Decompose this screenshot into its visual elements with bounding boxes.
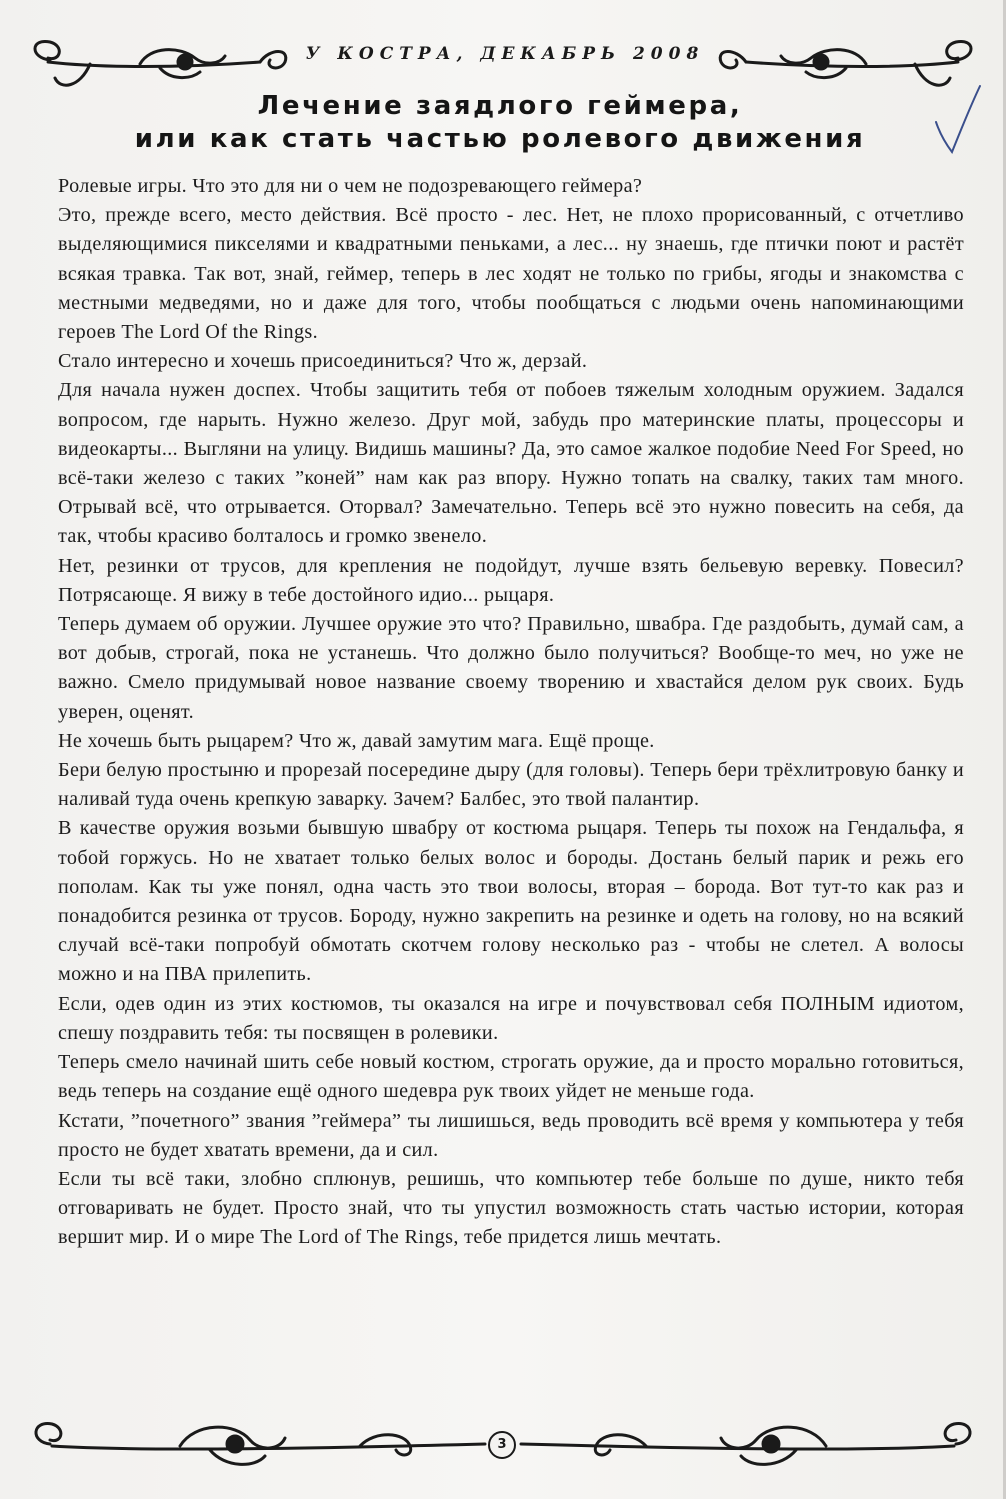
paragraph: Теперь думаем об оружии. Лучшее оружие это что? Правильно, швабра. Где раздобыть, думай сам, а вот добыв, строгай, пока не устанешь. Что должно было получиться? Вообще-то меч, но уже не важно. Смело придумывай новое название своему творению и хвастайся делом рук своих. Будь уверен, оценят. xyxy=(58,613,964,723)
paragraph: Ролевые игры. Что это для ни о чем не подозревающего геймера? xyxy=(58,175,643,197)
article-body xyxy=(58,172,964,1253)
paragraph: Теперь смело начинай шить себе новый костюм, строгать оружие, да и просто морально готовиться, ведь теперь на создание ещё одного шедевра рук твоих уйдет не меньше года. xyxy=(58,1051,964,1103)
paragraph: Если, одев один из этих костюмов, ты оказался на игре и почувствовал себя ПОЛНЫМ идиотом, спешу поздравить тебя: ты посвящен в ролевики. xyxy=(58,992,964,1044)
paragraph: Кстати, ”почетного” звания ”геймера” ты лишишься, ведь проводить всё время у компьютера у тебя просто не будет хватать времени, да и сил. xyxy=(58,1109,964,1161)
paragraph: Если ты всё таки, злобно сплюнув, решишь, что компьютер тебе больше по душе, никто тебя отговаривать не будет. Просто знай, что ты упустил возможность стать частью истории, которая вершит мир. И о мире The Lord of The Rings, тебе придется лишь мечтать. xyxy=(58,1167,964,1249)
running-header: У КОСТРА, ДЕКАБРЬ 2008 xyxy=(305,44,705,64)
paragraph: Это, прежде всего, место действия. Всё просто - лес. Нет, не плохо прорисованный, с отчетливо выделяющимися пикселями и квадратными пеньками, а лес... ну знаешь, где птички поют и растёт всякая травка. Так вот, знай, геймер, теперь в лес ходят не только по грибы, ягоды и знакомства с местными медведями, но и даже для того, чтобы пообщаться с людьми очень напоминающими героев The Lord Of the Rings. xyxy=(58,204,964,344)
paragraph: В качестве оружия возьми бывшую швабру от костюма рыцаря. Теперь ты похож на Гендальфа, я тобой горжусь. Но не хватает только белых волос и бороды. Достань белый парик и режь его пополам. Как ты уже понял, одна часть это твои волосы, вторая – борода. Вот тут-то как раз и понадобится резинка от трусов. Бороду, нужно закрепить на резинке и одеть на голову, но на всякий случай всё-таки попробуй обмотать скотчем голову несколько раз - чтобы не слетел. А волосы можно и на ПВА прилепить. xyxy=(58,817,964,986)
paragraph: Для начала нужен доспех. Чтобы защитить тебя от побоев тяжелым холодным оружием. Задался вопросом, где нарыть. Нужно железо. Друг мой, забудь про материнские платы, процессоры и видеокарты... Выгляни на улицу. Видишь машины? Да, это самое жалкое подобие Need For Speed, но всё-таки железо с таких ”коней” нам как раз впору. Нужно топать на свалку, таких там много. Отрывай всё, что отрывается. Оторвал? Замечательно. Теперь всё это нужно повесить на себя, да так, чтобы красиво болталось и громко звенело. xyxy=(58,379,964,548)
paragraph: Не хочешь быть рыцарем? Что ж, давай замутим мага. Ещё проще. xyxy=(58,729,655,752)
paragraph: Нет, резинки от трусов, для крепления не подойдут, лучше взять бельевую веревку. Повесил? Потрясающе. Я вижу в тебе достойного идио... рыцаря. xyxy=(58,554,964,606)
title-line-2: или как стать частью ролевого движения xyxy=(134,124,866,154)
paragraph: Бери белую простыню и прорезай посередине дыру (для головы). Теперь бери трёхлитровую банку и наливай туда очень крепкую заварку. Зачем? Балбес, это твой палантир. xyxy=(58,759,964,811)
title-line-1: Лечение заядлого геймера, xyxy=(257,91,743,121)
paragraph: Стало интересно и хочешь присоединиться? Что ж, дерзай. xyxy=(58,350,588,373)
article-title xyxy=(60,90,940,156)
handwritten-checkmark-icon xyxy=(930,82,985,160)
page-number: 3 xyxy=(488,1431,516,1459)
